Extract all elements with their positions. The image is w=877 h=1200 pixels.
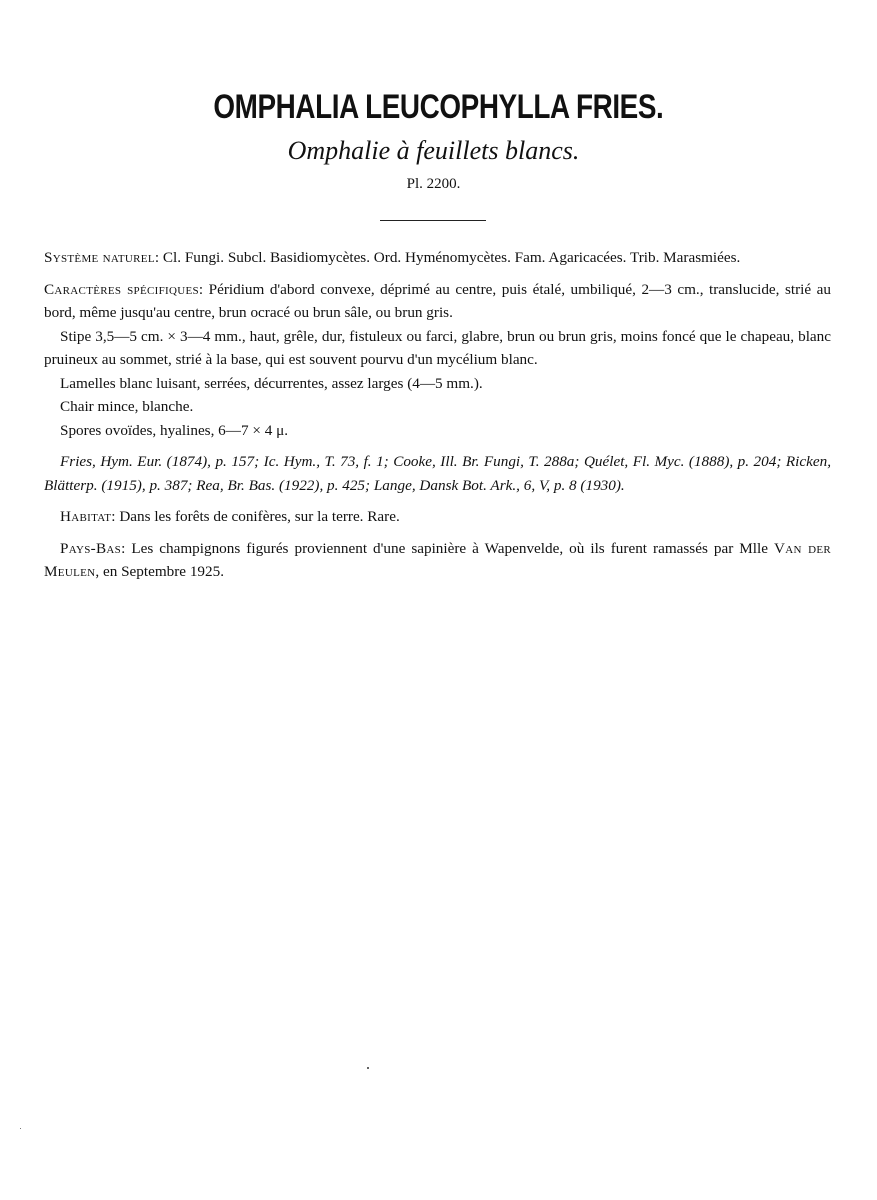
systeme-naturel-paragraph — [44, 246, 831, 270]
plate-number: Pl. 2200. — [406, 176, 461, 192]
collector-name: Van der Meulen — [44, 539, 831, 580]
stipe-paragraph: Stipe 3,5—5 cm. × 3—4 mm., haut, grêle, dur, fistuleux ou farci, glabre, brun ou brun gris, moins foncé que le chapeau, blanc pruineux au sommet, strié à la base, qui est souvent pourvu d'un mycélium blanc. — [44, 327, 831, 368]
references-paragraph: Fries, Hym. Eur. (1874), p. 157; Ic. Hym., T. 73, f. 1; Cooke, Ill. Br. Fungi, T. 288a; Quélet, Fl. Myc. (1888), p. 204; Ricken, Blätterp. (1915), p. 387; Rea, Br. Bas. (1922), p. 425; Lange, Dansk Bot. Ark., 6, V, p. 8 (1930). — [44, 453, 831, 494]
species-subtitle: Omphalie à feuillets blancs. — [287, 136, 580, 165]
pays-bas-text: : Les champignons figurés proviennent d'une sapinière à Wapenvelde, où ils furent ramassés par Mlle — [121, 539, 774, 557]
divider-rule — [380, 220, 486, 221]
systeme-naturel-label: Système naturel — [44, 249, 155, 266]
systeme-naturel-text: : Cl. Fungi. Subcl. Basidiomycètes. Ord. Hyménomycètes. Fam. Agaricacées. Trib. Marasmiées. — [154, 249, 741, 266]
print-speck-margin — [20, 1128, 21, 1129]
description-body — [44, 246, 831, 584]
lamelles-paragraph: Lamelles blanc luisant, serrées, décurrentes, assez larges (4—5 mm.). — [60, 374, 483, 392]
habitat-label: Habitat — [60, 508, 112, 525]
species-title: OMPHALIA LEUCOPHYLLA FRIES. — [213, 88, 664, 126]
caracteres-paragraph — [44, 278, 831, 325]
habitat-text: : Dans les forêts de conifères, sur la terre. Rare. — [111, 508, 400, 525]
pays-bas-text-end: , en Septembre 1925. — [95, 563, 225, 580]
caracteres-label: Caractères spécifiques — [44, 280, 199, 298]
spores-paragraph: Spores ovoïdes, hyalines, 6—7 × 4 μ. — [60, 421, 289, 439]
chair-paragraph: Chair mince, blanche. — [60, 398, 194, 415]
pays-bas-label: Pays-Bas — [60, 539, 122, 557]
caracteres-text: : Péridium d'abord convexe, déprimé au centre, puis étalé, umbiliqué, 2—3 cm., translucide, strié au bord, même jusqu'au centre, brun ocracé ou brun sâle, ou brun gris. — [44, 280, 831, 321]
pays-bas-paragraph — [44, 537, 831, 584]
habitat-paragraph — [44, 505, 831, 529]
print-speck — [367, 1067, 369, 1069]
